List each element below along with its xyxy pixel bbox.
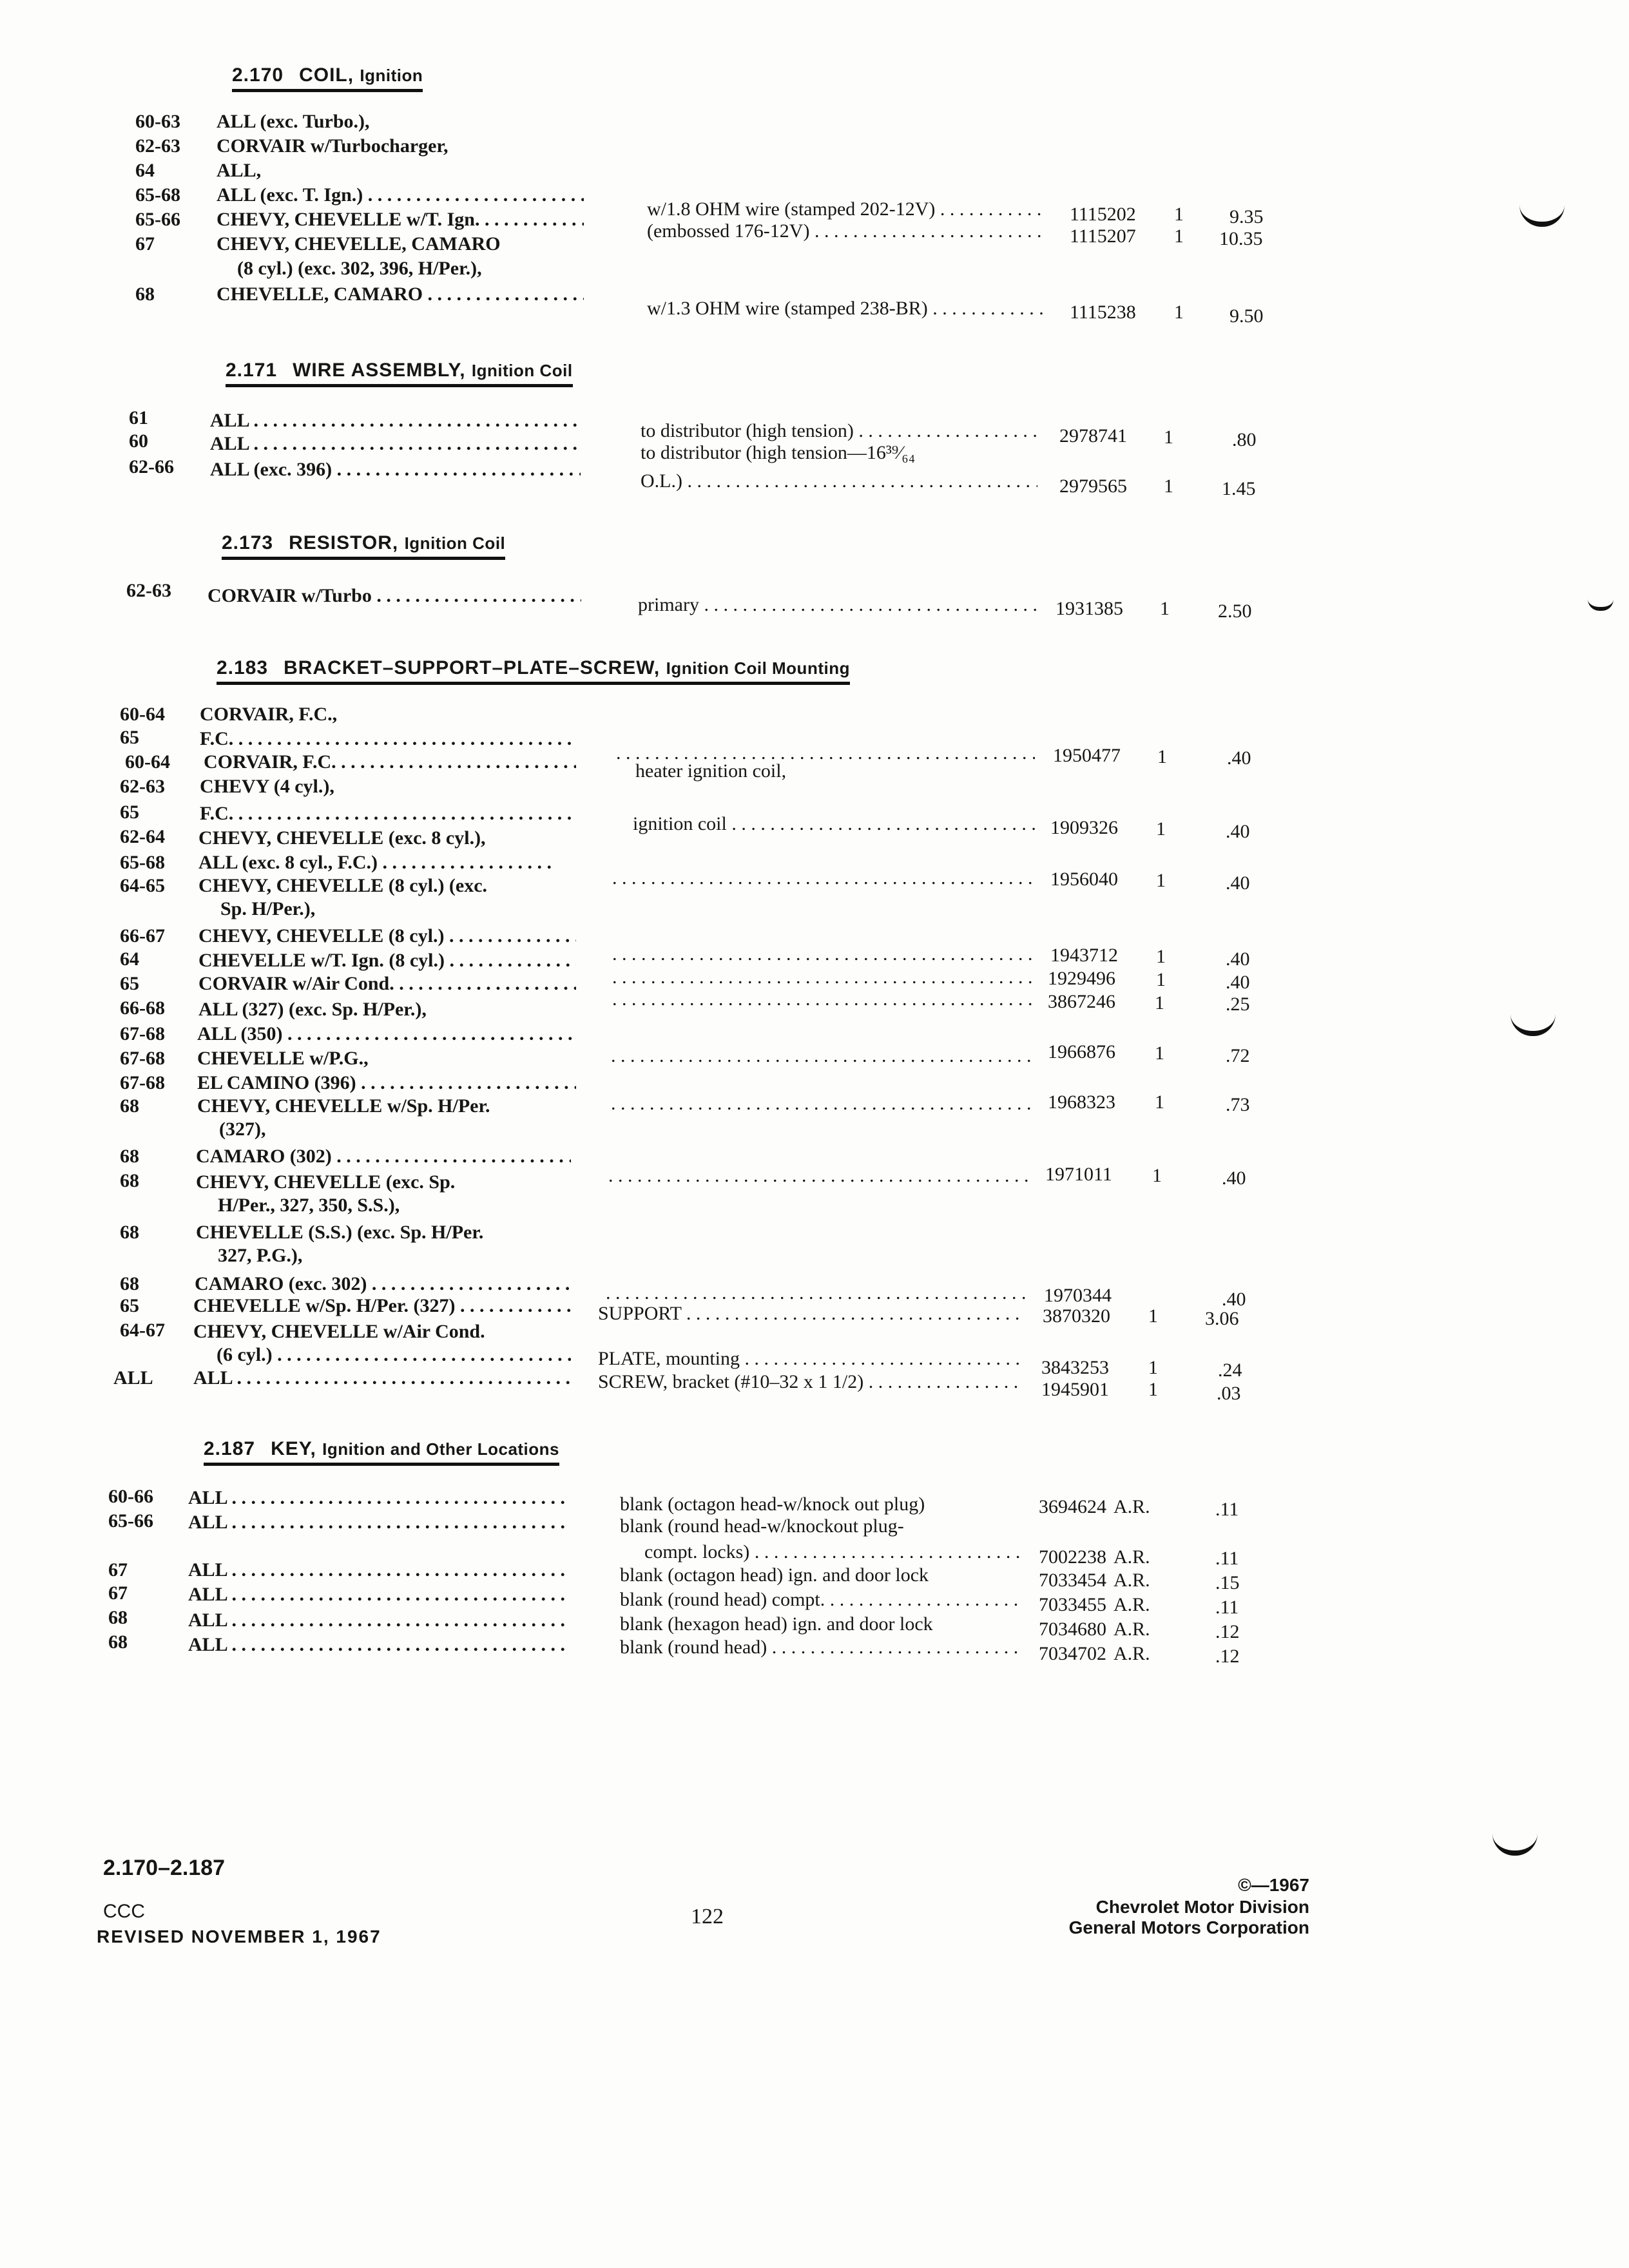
model-cell: ALL (exc. 396) . . . [210,459,581,481]
year-cell: 66-67 [120,925,165,947]
year-cell: 62-63 [120,776,165,797]
model-cell-continued: H/Per., 327, 350, S.S.), [218,1195,400,1216]
year-cell: 64 [135,160,155,181]
model-cell: ALL, [217,160,262,181]
section-subtitle: Ignition Coil [404,533,506,553]
year-cell: 66-68 [120,997,165,1019]
division-name: Chevrolet Motor Division [1095,1897,1309,1917]
quantity: A.R. [1113,1496,1150,1517]
model-cell: CHEVELLE w/Sp. H/Per. (327) . . . [193,1295,571,1317]
model-cell: CHEVELLE w/P.G., [197,1048,369,1069]
model-cell: EL CAMINO (396) . . . [197,1072,576,1094]
year-cell: 67 [108,1559,128,1581]
section-heading-2-187 [204,1438,559,1466]
part-number: 1929496 [1048,968,1115,989]
quantity: 1 [1164,476,1173,497]
year-cell: 62-63 [126,580,171,601]
section-number: 2.183 [217,657,269,678]
part-number: 1966876 [1048,1041,1115,1062]
part-number: 1909326 [1050,817,1118,838]
model-cell: CHEVY, CHEVELLE w/Air Cond. [193,1321,485,1342]
description-cell: primary . . . [638,594,1037,616]
section-subtitle: Ignition and Other Locations [322,1439,560,1459]
section-heading-2-183 [217,657,850,685]
section-title: COIL, [299,64,354,86]
price: .40 [1227,747,1251,769]
description-cell [612,966,1035,988]
year-cell: 62-66 [129,456,174,477]
margin-punch-mark [1588,599,1614,611]
model-cell: CHEVY (4 cyl.), [200,776,334,797]
part-number: 2978741 [1059,425,1127,447]
description-cell: blank (round head) compt. . . . [620,1589,1022,1611]
description-cell: PLATE, mounting . . . [598,1348,1023,1370]
model-cell: CORVAIR, F.C. . . . [204,751,576,773]
quantity: 1 [1148,1357,1158,1378]
year-cell: 64-67 [120,1320,165,1341]
model-cell: ALL . . . [188,1559,564,1581]
year-cell: 67 [108,1582,128,1604]
model-cell: ALL (exc. Turbo.), [217,111,370,132]
year-cell: 60-63 [135,111,180,132]
model-cell: CHEVY, CHEVELLE (exc. Sp. [196,1171,456,1193]
model-cell: CHEVY, CHEVELLE, CAMARO [217,233,501,255]
description-cell: heater ignition coil, [635,760,787,782]
quantity: 1 [1156,969,1166,990]
description-cell: to distributor (high tension—16³⁹⁄₆₄ [641,442,916,463]
quantity: 1 [1174,204,1184,225]
year-cell: 65-68 [120,852,165,873]
year-cell: 65-66 [108,1510,153,1532]
quantity: 1 [1157,746,1167,767]
corporation-name: General Motors Corporation [1068,1917,1309,1937]
year-cell: 64-65 [120,875,165,896]
price: .11 [1215,1499,1239,1520]
year-cell: ALL [113,1367,153,1389]
price: .73 [1226,1094,1250,1115]
section-subtitle: Ignition [360,66,423,85]
part-number: 7033455 [1039,1594,1106,1615]
price: .25 [1226,994,1250,1015]
part-number: 1971011 [1045,1164,1112,1185]
part-number: 1931385 [1055,598,1123,619]
description-cell: ignition coil . . . [633,813,1036,835]
year-cell: 67 [135,233,155,255]
part-number: 1956040 [1050,869,1118,890]
model-cell: CORVAIR w/Air Cond. . . . [198,973,576,995]
margin-punch-mark [1519,205,1565,227]
model-cell: ALL . . . [188,1512,564,1533]
price: 3.06 [1205,1308,1239,1329]
year-cell: 67-68 [120,1023,165,1044]
description-cell [611,1045,1034,1067]
part-number: 1115238 [1070,302,1136,323]
quantity: 1 [1155,1043,1164,1064]
year-cell: 65-68 [135,184,180,206]
copyright: ©—1967 [1238,1875,1309,1895]
model-cell: F.C. . . . [200,803,576,825]
part-number: 3694624 [1039,1496,1106,1517]
description-cell: w/1.3 OHM wire (stamped 238-BR) . . . [647,298,1046,320]
price: .72 [1226,1045,1250,1066]
model-cell: CORVAIR w/Turbocharger, [217,135,448,157]
price: 1.45 [1222,478,1256,499]
description-cell: SCREW, bracket (#10–32 x 1 1/2) . . . [598,1371,1023,1393]
description-cell [606,1282,1026,1304]
model-cell-continued: 327, P.G.), [218,1245,303,1266]
description-cell: blank (round head) . . . [620,1637,1022,1658]
model-cell-continued: Sp. H/Per.), [220,898,316,919]
section-number: 2.170 [232,64,284,86]
model-cell: ALL . . . [188,1634,564,1656]
year-cell: 62-63 [135,135,180,157]
model-cell: ALL . . . [188,1584,564,1606]
section-heading-2-171 [226,360,573,387]
model-cell: CORVAIR, F.C., [200,704,338,725]
section-title: KEY, [271,1438,316,1459]
price: 10.35 [1219,228,1263,249]
price: .40 [1226,821,1250,842]
model-cell: CORVAIR w/Turbo . . . [207,585,581,607]
quantity: 1 [1174,226,1184,247]
part-number: 1943712 [1050,945,1118,966]
price: .12 [1215,1621,1240,1642]
model-cell: CHEVELLE (S.S.) (exc. Sp. H/Per. [196,1222,484,1243]
part-number: 3867246 [1048,991,1115,1012]
part-number: 7034702 [1039,1643,1106,1664]
description-cell [612,988,1035,1010]
part-number: 1950477 [1053,745,1121,766]
year-cell: 68 [135,284,155,305]
model-cell: ALL (exc. T. Ign.) . . . [217,184,584,206]
quantity: A.R. [1113,1594,1150,1615]
section-subtitle: Ignition Coil Mounting [666,658,850,678]
section-heading-2-170 [232,64,423,92]
model-cell-continued: (8 cyl.) (exc. 302, 396, H/Per.), [237,258,482,279]
year-cell: 68 [120,1146,139,1167]
part-number: 1115207 [1070,226,1136,247]
section-title: RESISTOR, [289,532,399,553]
part-number: 1945901 [1041,1379,1109,1400]
price: .80 [1232,429,1257,450]
price: 9.50 [1229,305,1264,327]
year-cell: 68 [108,1631,128,1653]
year-cell: 68 [108,1607,128,1628]
part-number: 3870320 [1043,1305,1110,1327]
description-cell: blank (hexagon head) ign. and door lock [620,1613,933,1635]
part-number: 1970344 [1044,1285,1112,1306]
price: .40 [1222,1168,1246,1189]
quantity: A.R. [1113,1546,1150,1568]
quantity: 1 [1160,598,1170,619]
part-number: 3843253 [1041,1357,1109,1378]
year-cell: 67-68 [120,1048,165,1069]
year-cell: 65 [120,1295,139,1316]
price: 2.50 [1218,601,1252,622]
model-cell: ALL . . . [188,1610,564,1631]
quantity: A.R. [1113,1643,1150,1664]
price: .15 [1215,1572,1240,1593]
page-number: 122 [691,1905,724,1928]
price: .11 [1215,1548,1239,1569]
model-cell: CHEVELLE w/T. Ign. (8 cyl.) . . . [198,950,576,972]
year-cell: 60 [129,430,148,452]
section-subtitle: Ignition Coil [471,361,573,380]
footer-code: CCC [103,1901,145,1922]
price: .40 [1226,972,1250,993]
year-cell: 68 [120,1273,139,1294]
description-cell: blank (round head-w/knockout plug- [620,1515,904,1537]
section-number: 2.173 [222,532,274,553]
quantity: 1 [1156,946,1166,967]
price: 9.35 [1229,206,1264,227]
section-heading-2-173 [222,532,505,560]
part-number: 7034680 [1039,1619,1106,1640]
quantity: 1 [1156,818,1166,840]
year-cell: 65 [120,727,139,748]
quantity: 1 [1155,1091,1164,1113]
quantity: 1 [1152,1165,1162,1186]
price: .03 [1217,1383,1241,1404]
quantity: 1 [1174,302,1184,323]
description-cell [612,943,1035,965]
year-cell: 65-66 [135,209,180,230]
model-cell-continued: (6 cyl.) . . . [217,1344,571,1366]
model-cell: CHEVELLE, CAMARO . . . [217,284,584,305]
part-number: 7002238 [1039,1546,1106,1568]
quantity: A.R. [1113,1570,1150,1591]
year-cell: 65 [120,802,139,823]
price: .40 [1226,948,1250,970]
part-number: 2979565 [1059,476,1127,497]
description-cell: blank (octagon head) ign. and door lock [620,1564,929,1586]
section-number: 2.171 [226,360,278,381]
margin-punch-mark [1510,1014,1556,1036]
description-cell: to distributor (high tension) . . . [641,420,1037,442]
part-number: 7033454 [1039,1570,1106,1591]
model-cell: CHEVY, CHEVELLE (8 cyl.) (exc. [198,875,488,896]
year-cell: 65 [120,973,139,994]
part-number: 1115202 [1070,204,1136,225]
model-cell: CHEVY, CHEVELLE (exc. 8 cyl.), [198,827,486,849]
price: .40 [1226,872,1250,894]
margin-punch-mark [1492,1834,1537,1856]
year-cell: 61 [129,407,148,428]
year-cell: 60-64 [125,751,170,773]
page-range: 2.170–2.187 [103,1856,226,1880]
model-cell: CHEVY, CHEVELLE w/T. Ign. . . . [217,209,584,231]
model-cell: ALL . . . [188,1487,564,1509]
quantity: 1 [1155,992,1164,1014]
price: .12 [1215,1646,1240,1667]
year-cell: 68 [120,1222,139,1243]
year-cell: 64 [120,948,139,970]
model-cell: ALL . . . [193,1367,571,1389]
model-cell-continued: (327), [219,1119,266,1140]
model-cell: CAMARO (exc. 302) . . . [195,1273,571,1295]
description-cell: (embossed 176-12V) . . . [647,220,1046,242]
description-cell: w/1.8 OHM wire (stamped 202-12V) . . . [647,198,1046,220]
quantity: 1 [1156,870,1166,891]
year-cell: 68 [120,1170,139,1191]
price: .24 [1218,1360,1242,1381]
year-cell: 62-64 [120,826,165,847]
quantity: A.R. [1113,1619,1150,1640]
model-cell: CAMARO (302) . . . [196,1146,571,1168]
revised-date: REVISED NOVEMBER 1, 1967 [97,1927,381,1946]
year-cell: 60-64 [120,704,165,725]
quantity: 1 [1148,1305,1158,1327]
year-cell: 67-68 [120,1072,165,1093]
description-cell [612,867,1035,889]
quantity: 1 [1164,427,1173,448]
quantity: 1 [1148,1379,1158,1400]
model-cell: CHEVY, CHEVELLE (8 cyl.) . . . [198,925,576,947]
year-cell: 68 [120,1095,139,1117]
description-cell: SUPPORT . . . [598,1303,1023,1325]
description-cell [608,1165,1034,1187]
price: .40 [1222,1289,1246,1310]
section-title: WIRE ASSEMBLY, [293,360,466,381]
model-cell: ALL (350) . . . [197,1023,576,1045]
model-cell: ALL (exc. 8 cyl., F.C.) . . . [198,852,555,874]
model-cell: ALL (327) (exc. Sp. H/Per.), [198,999,427,1020]
section-number: 2.187 [204,1438,256,1459]
model-cell: ALL . . . [210,433,581,455]
part-number: 1968323 [1048,1091,1115,1113]
description-cell [611,1093,1034,1115]
description-cell: O.L.) . . . [641,470,1037,492]
model-cell: ALL . . . [210,410,581,432]
model-cell: F.C. . . . [200,728,576,750]
description-cell: blank (octagon head-w/knock out plug) [620,1494,925,1515]
year-cell: 60-66 [108,1486,153,1507]
section-title: BRACKET–SUPPORT–PLATE–SCREW, [284,657,660,678]
price: .11 [1215,1597,1239,1618]
model-cell: CHEVY, CHEVELLE w/Sp. H/Per. [197,1095,490,1117]
description-cell: compt. locks) . . . [644,1541,1022,1563]
